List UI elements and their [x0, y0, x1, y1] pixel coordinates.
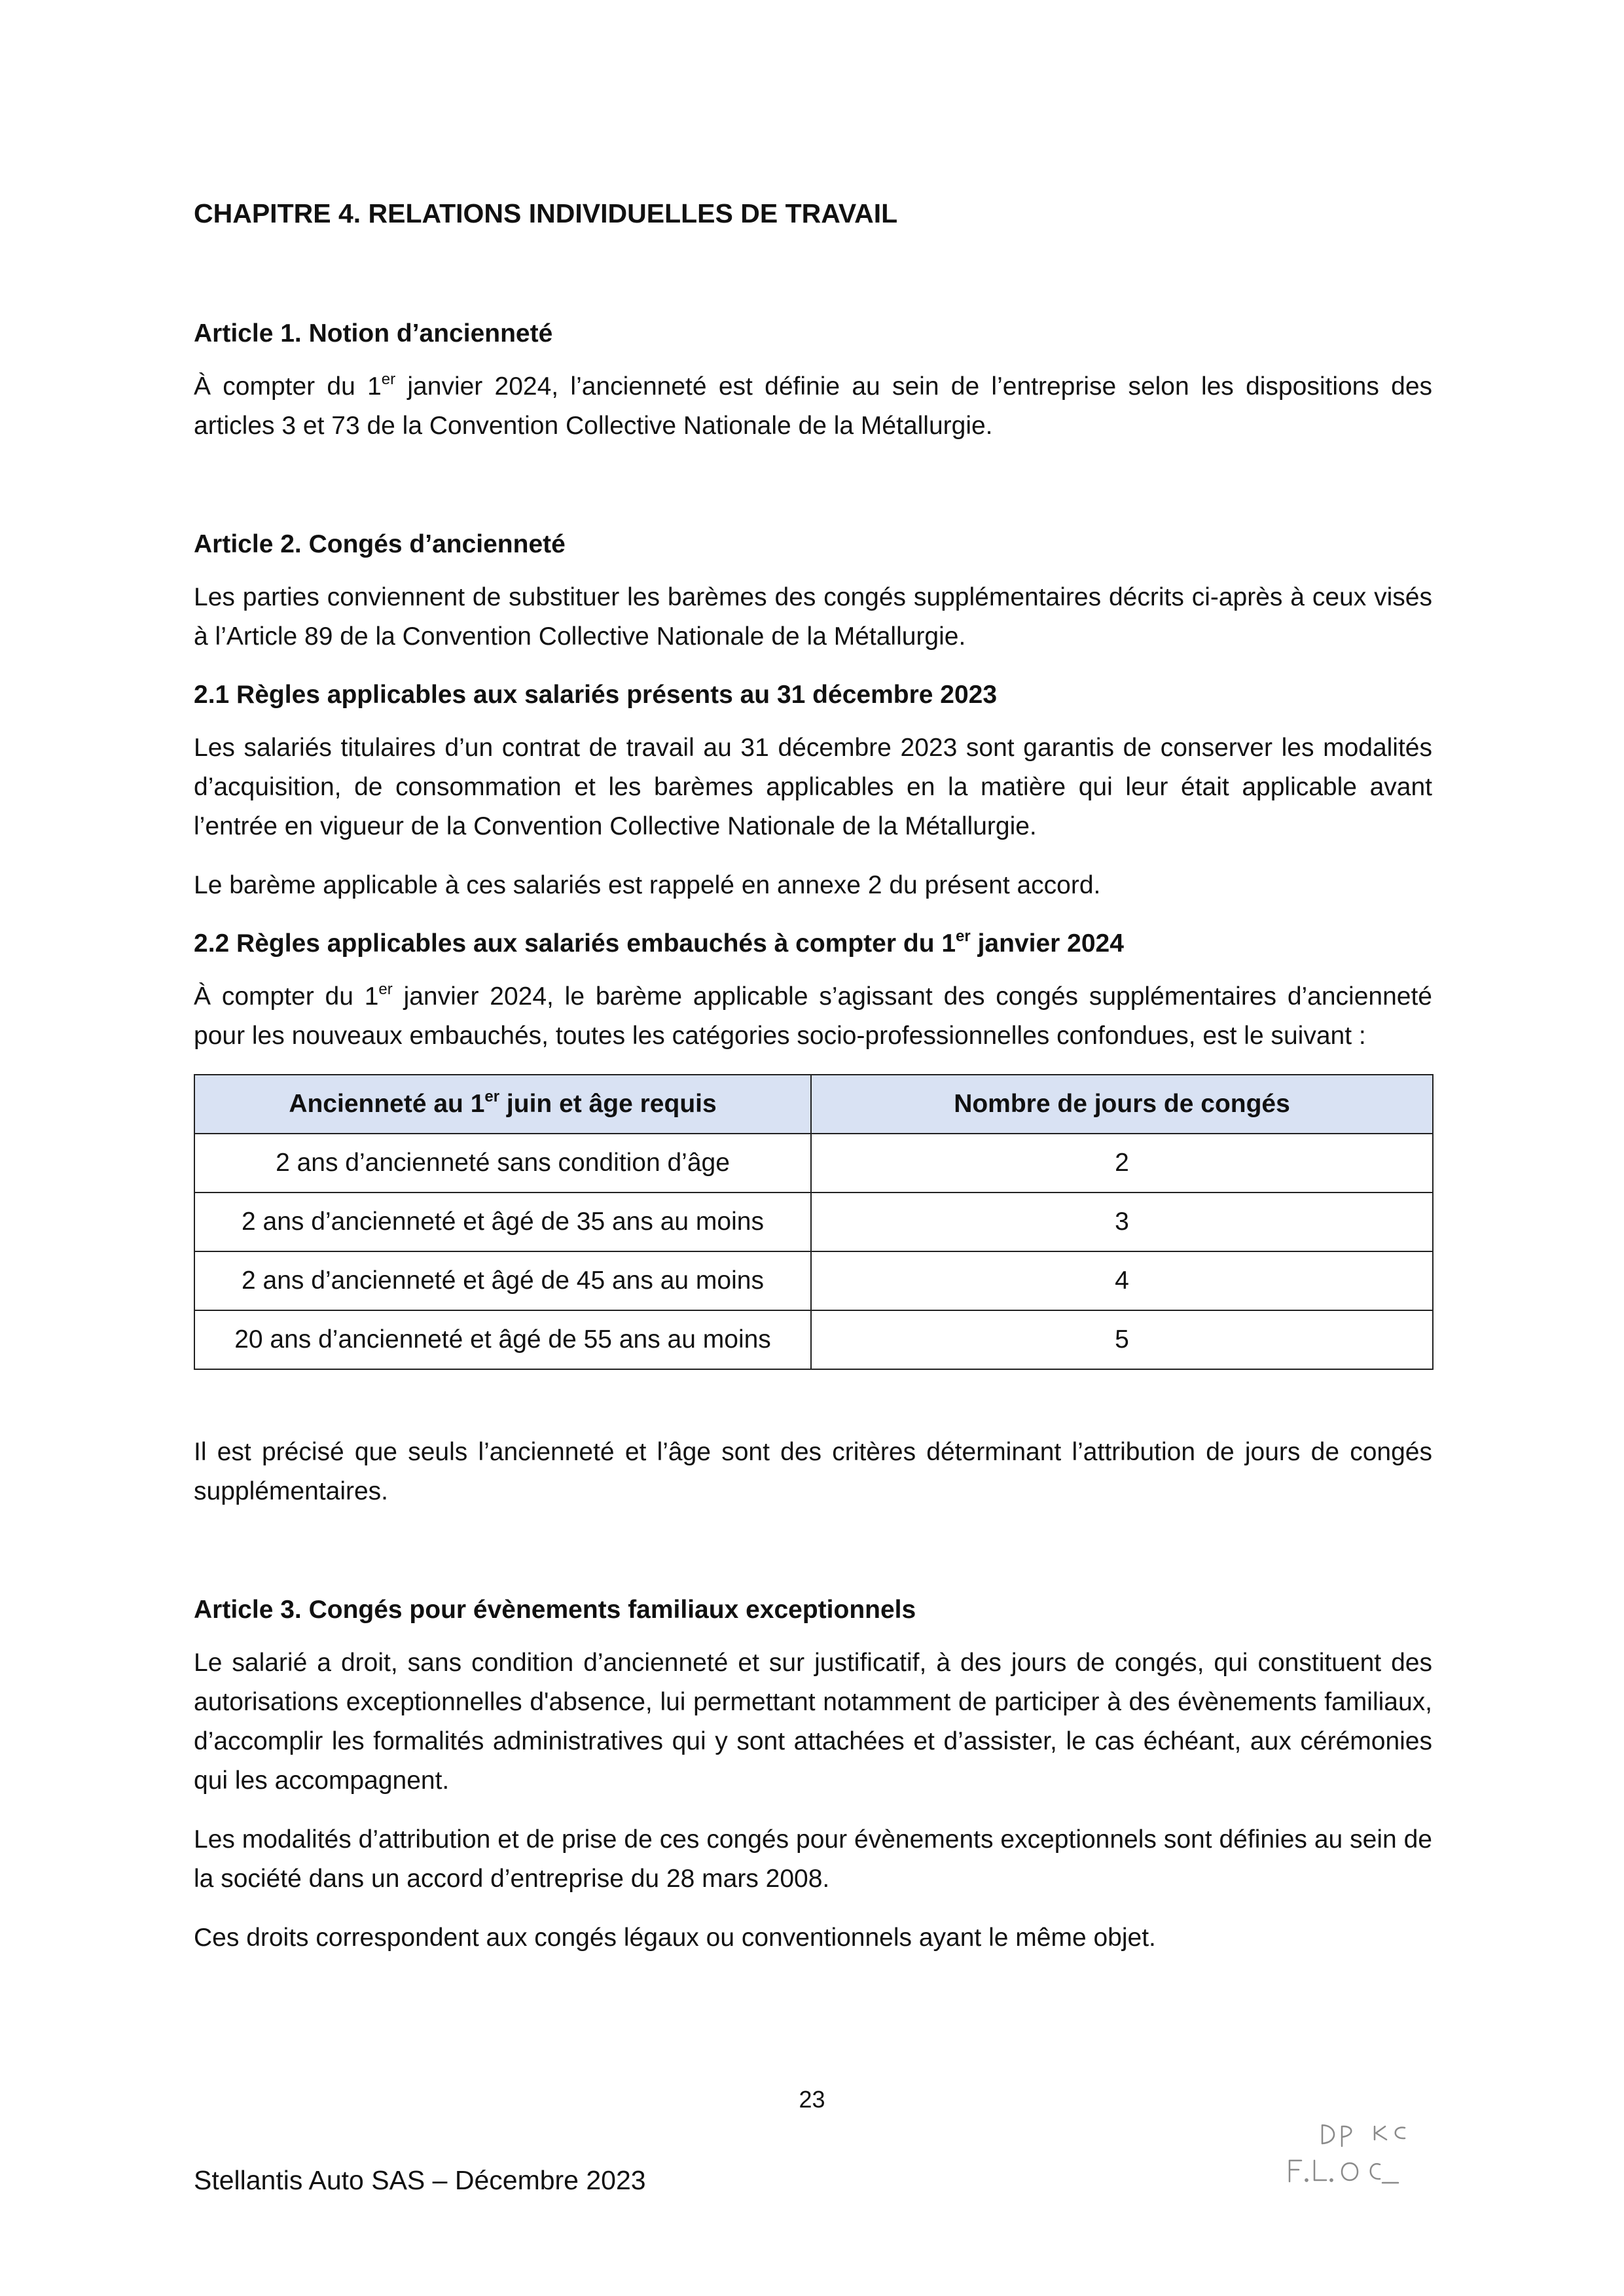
article-3-title: Article 3. Congés pour évènements familiaux exceptionnels — [194, 1596, 916, 1624]
table-cell-condition: 20 ans d’ancienneté et âgé de 55 ans au moins — [194, 1310, 811, 1369]
article-2-title: Article 2. Congés d’ancienneté — [194, 530, 566, 558]
table-cell-condition: 2 ans d’ancienneté et âgé de 45 ans au moins — [194, 1251, 811, 1310]
article-1-title: Article 1. Notion d’ancienneté — [194, 319, 553, 348]
section-2-2-para: À compter du 1er janvier 2024, le barème applicable s’agissant des congés supplémentaires d’ancienneté pour les nouveaux embauchés, toutes les catégories socio-professionnelles confondues, est le suivant : — [194, 980, 1432, 1050]
table-row — [194, 1251, 1433, 1310]
section-2-2-title: 2.2 Règles applicables aux salariés embauchés à compter du 1er janvier 2024 — [194, 927, 1124, 958]
section-2-1-title: 2.1 Règles applicables aux salariés présents au 31 décembre 2023 — [194, 681, 998, 709]
page-content — [194, 194, 1432, 1958]
table-cell-days: 3 — [811, 1193, 1433, 1251]
page-number: 23 — [799, 2086, 825, 2113]
article-2-closing: Il est précisé que seuls l’ancienneté et l’âge sont des critères déterminant l’attribution de jours de congés supplémentaires. — [194, 1438, 1432, 1505]
table-row — [194, 1310, 1433, 1369]
chapter-title: CHAPITRE 4. RELATIONS INDIVIDUELLES DE TRAVAIL — [194, 198, 898, 228]
article-3-para-2: Les modalités d’attribution et de prise de ces congés pour évènements exceptionnels sont définies au sein de la société dans un accord d’entreprise du 28 mars 2008. — [194, 1825, 1432, 1893]
section-2-1-para-1: Les salariés titulaires d’un contrat de travail au 31 décembre 2023 sont garantis de conserver les modalités d’acquisition, de consommation et les barèmes applicables en la matière qui leur était applicable avant l’entrée en vigueur de la Convention Collective Nationale de la Métallurgie. — [194, 734, 1432, 840]
table-cell-days: 5 — [811, 1310, 1433, 1369]
handwritten-initials — [1276, 2117, 1440, 2196]
table-header-days: Nombre de jours de congés — [811, 1075, 1433, 1134]
table-cell-days: 4 — [811, 1251, 1433, 1310]
article-2-intro: Les parties conviennent de substituer les barèmes des congés supplémentaires décrits ci-après à ceux visés à l’Article 89 de la Convention Collective Nationale de la Métallurgie. — [194, 583, 1432, 651]
footer-text: Stellantis Auto SAS – Décembre 2023 — [194, 2165, 646, 2195]
article-3-para-1: Le salarié a droit, sans condition d’ancienneté et sur justificatif, à des jours de congés, qui constituent des autorisations exceptionnelles d'absence, lui permettant notamment de participer à des évènements familiaux, d’accomplir les formalités administratives qui y sont attachées et d’assister, le cas échéant, aux cérémonies qui les accompagnent. — [194, 1649, 1432, 1795]
table-header-seniority: Ancienneté au 1er juin et âge requis — [194, 1075, 811, 1134]
article-1-body: À compter du 1er janvier 2024, l’ancienneté est définie au sein de l’entreprise selon les dispositions des articles 3 et 73 de la Convention Collective Nationale de la Métallurgie. — [194, 370, 1433, 440]
table-header-row — [194, 1075, 1433, 1134]
table-cell-condition: 2 ans d’ancienneté et âgé de 35 ans au moins — [194, 1193, 811, 1251]
article-3-para-3: Ces droits correspondent aux congés légaux ou conventionnels ayant le même objet. — [194, 1924, 1156, 1952]
seniority-leave-table — [194, 1074, 1434, 1370]
table-row — [194, 1193, 1433, 1251]
table-cell-condition: 2 ans d’ancienneté sans condition d’âge — [194, 1134, 811, 1193]
table-cell-days: 2 — [811, 1134, 1433, 1193]
section-2-1-para-2: Le barème applicable à ces salariés est rappelé en annexe 2 du présent accord. — [194, 871, 1101, 899]
table-row — [194, 1134, 1433, 1193]
